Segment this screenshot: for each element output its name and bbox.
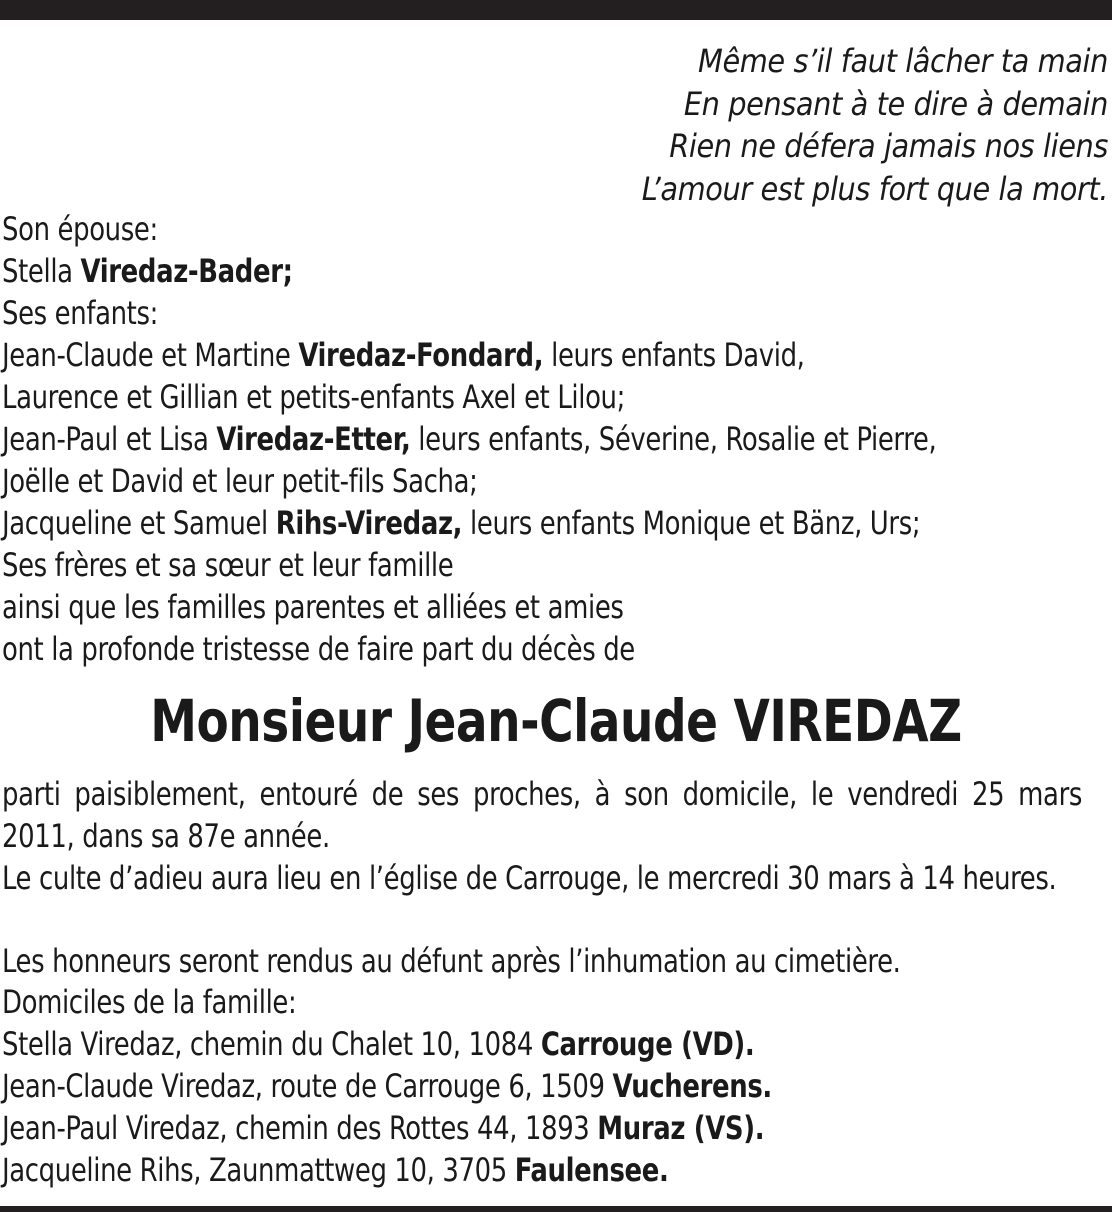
- service-paragraph: Le culte d’adieu aura lieu en l’église de Carrouge, le mercredi 30 mars à 14 heures.: [2, 859, 1057, 897]
- spouse-line: [2, 251, 293, 291]
- child2-surname: Viredaz-Etter,: [216, 420, 411, 458]
- child1-names: Jean-Claude et Martine: [2, 336, 299, 374]
- poem-line: Rien ne défera jamais nos liens: [669, 127, 1108, 165]
- child1-kids: leurs enfants David,: [543, 336, 805, 374]
- passing-paragraph: parti paisiblement, entouré de ses proches, à son domicile, le vendredi 25 mars 2011, dans sa 87e année.: [2, 775, 1082, 855]
- bottom-rule: [0, 1206, 1112, 1212]
- child1-line: [2, 335, 805, 375]
- child2-kids: leurs enfants, Séverine, Rosalie et Pierre,: [410, 420, 937, 458]
- child2-line2: Joëlle et David et leur petit-fils Sacha;: [2, 462, 478, 500]
- address-place: Carrouge (VD).: [540, 1025, 755, 1063]
- child3-kids: leurs enfants Monique et Bänz, Urs;: [462, 504, 921, 542]
- child2-names: Jean-Paul et Lisa: [2, 420, 217, 458]
- spouse-label: Son épouse:: [2, 210, 158, 248]
- child3-names: Jacqueline et Samuel: [2, 504, 276, 542]
- spouse-last: Viredaz-Bader;: [80, 252, 293, 290]
- spouse-first: Stella: [2, 252, 81, 290]
- honours-line: Les honneurs seront rendus au défunt après l’inhumation au cimetière.: [2, 942, 901, 980]
- address-line: [2, 1066, 772, 1106]
- domiciles-label: Domiciles de la famille:: [2, 983, 297, 1021]
- poem-line: L’amour est plus fort que la mort.: [641, 169, 1108, 208]
- child2-line: [2, 419, 936, 459]
- address-place: Muraz (VS).: [597, 1109, 765, 1147]
- announce-line: ont la profonde tristesse de faire part du décès de: [2, 630, 635, 668]
- poem-line: Même s’il faut lâcher ta main: [698, 42, 1108, 80]
- address-place: Vucherens.: [612, 1067, 772, 1105]
- address-text: Jacqueline Rihs, Zaunmattweg 10, 3705: [2, 1151, 515, 1189]
- address-line: [2, 1108, 764, 1148]
- address-line: [2, 1024, 754, 1064]
- address-place: Faulensee.: [514, 1151, 669, 1189]
- address-text: Jean-Paul Viredaz, chemin des Rottes 44, 1893: [2, 1109, 598, 1147]
- address-text: Jean-Claude Viredaz, route de Carrouge 6, 1509: [2, 1067, 613, 1105]
- deceased-name: Monsieur Jean-Claude VIREDAZ: [150, 687, 962, 755]
- child1-surname: Viredaz-Fondard,: [298, 336, 544, 374]
- poem: [642, 40, 1108, 210]
- top-rule: [0, 0, 1112, 20]
- relatives-line: ainsi que les familles parentes et alliées et amies: [2, 588, 624, 626]
- child3-surname: Rihs-Viredaz,: [275, 504, 463, 542]
- poem-line: En pensant à te dire à demain: [683, 84, 1108, 123]
- children-label: Ses enfants:: [2, 294, 158, 332]
- child1-line2: Laurence et Gillian et petits-enfants Axel et Lilou;: [2, 378, 625, 416]
- address-line: [2, 1150, 668, 1190]
- siblings-line: Ses frères et sa sœur et leur famille: [2, 546, 454, 584]
- child3-line: [2, 503, 920, 543]
- address-text: Stella Viredaz, chemin du Chalet 10, 1084: [2, 1025, 541, 1063]
